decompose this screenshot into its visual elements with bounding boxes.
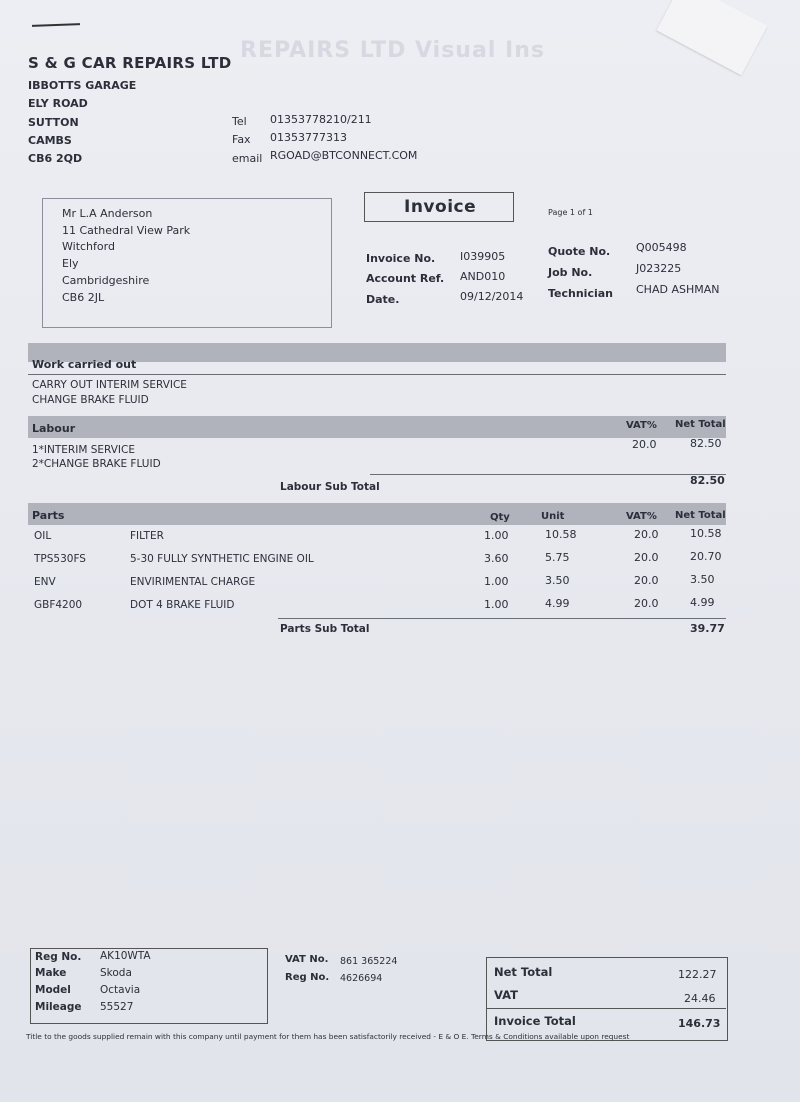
part-net: 20.70 <box>690 550 722 563</box>
part-desc: FILTER <box>130 530 164 542</box>
vat-total-value: 24.46 <box>684 992 716 1005</box>
customer-line: 11 Cathedral View Park <box>62 224 191 237</box>
company-vat-value: 861 365224 <box>340 956 398 967</box>
part-code: ENV <box>34 576 56 588</box>
show-through-text: REPAIRS LTD Visual Ins <box>240 38 545 63</box>
company-name: S & G CAR REPAIRS LTD <box>28 54 232 72</box>
net-total-label: Net Total <box>494 965 553 979</box>
part-net: 3.50 <box>690 573 715 586</box>
labour-heading: Labour <box>32 422 76 435</box>
model-value: Octavia <box>100 984 141 996</box>
job-no-value: J023225 <box>636 262 682 275</box>
part-code: GBF4200 <box>34 599 83 611</box>
invoice-total-label: Invoice Total <box>494 1014 576 1028</box>
part-desc: DOT 4 BRAKE FLUID <box>130 599 235 611</box>
company-vat-label: VAT No. <box>285 954 329 965</box>
work-line: CARRY OUT INTERIM SERVICE <box>32 379 187 391</box>
fax-label: Fax <box>232 133 251 146</box>
work-heading: Work carried out <box>32 358 137 371</box>
part-unit: 4.99 <box>545 597 570 610</box>
fax-value: 01353777313 <box>270 131 347 144</box>
mileage-value: 55527 <box>100 1001 134 1013</box>
account-ref-label: Account Ref. <box>366 272 445 285</box>
labour-line: 1*INTERIM SERVICE <box>32 444 135 456</box>
parts-qty-header: Qty <box>490 512 510 523</box>
part-net: 10.58 <box>690 527 722 540</box>
part-vat: 20.0 <box>634 528 659 541</box>
company-reg-label: Reg No. <box>285 972 330 983</box>
page-indicator: Page 1 of 1 <box>548 208 593 217</box>
parts-vat-header: VAT% <box>626 511 657 522</box>
invoice-title: Invoice <box>404 197 477 217</box>
parts-unit-header: Unit <box>541 511 565 522</box>
quote-no-label: Quote No. <box>548 245 611 258</box>
email-value: RGOAD@BTCONNECT.COM <box>270 149 418 162</box>
part-net: 4.99 <box>690 596 715 609</box>
labour-net-header: Net Total <box>675 419 726 430</box>
paper-tag <box>656 0 767 75</box>
labour-vat: 20.0 <box>632 438 657 451</box>
labour-vat-header: VAT% <box>626 420 657 431</box>
customer-line: Mr L.A Anderson <box>62 207 153 220</box>
totals-divider <box>486 1008 726 1009</box>
invoice-total-value: 146.73 <box>678 1017 721 1030</box>
part-qty: 3.60 <box>484 552 509 565</box>
email-label: email <box>232 152 263 165</box>
date-value: 09/12/2014 <box>460 290 524 303</box>
part-vat: 20.0 <box>634 574 659 587</box>
company-address-line: SUTTON <box>28 116 79 129</box>
parts-header-bar <box>28 503 726 525</box>
reg-value: AK10WTA <box>100 950 151 962</box>
customer-line: Ely <box>62 257 79 270</box>
parts-subtotal: 39.77 <box>690 622 725 635</box>
parts-subtotal-rule <box>278 618 726 619</box>
work-line: CHANGE BRAKE FLUID <box>32 394 149 406</box>
labour-line: 2*CHANGE BRAKE FLUID <box>32 458 161 470</box>
quote-no-value: Q005498 <box>636 241 687 254</box>
mileage-label: Mileage <box>35 1001 82 1013</box>
company-address-line: CAMBS <box>28 134 72 147</box>
labour-subtotal: 82.50 <box>690 474 725 487</box>
date-label: Date. <box>366 293 400 306</box>
part-vat: 20.0 <box>634 597 659 610</box>
job-no-label: Job No. <box>548 266 593 279</box>
reg-label: Reg No. <box>35 951 82 963</box>
part-vat: 20.0 <box>634 551 659 564</box>
tel-value: 01353778210/211 <box>270 113 372 126</box>
company-reg-value: 4626694 <box>340 973 383 984</box>
part-qty: 1.00 <box>484 529 509 542</box>
customer-line: Witchford <box>62 240 115 253</box>
part-qty: 1.00 <box>484 598 509 611</box>
company-address-line: IBBOTTS GARAGE <box>28 79 137 92</box>
invoice-no-value: I039905 <box>460 250 506 263</box>
pen-mark <box>32 23 80 27</box>
part-unit: 3.50 <box>545 574 570 587</box>
work-header-underline <box>28 374 726 375</box>
part-qty: 1.00 <box>484 575 509 588</box>
account-ref-value: AND010 <box>460 270 506 283</box>
parts-subtotal-label: Parts Sub Total <box>280 623 370 635</box>
make-value: Skoda <box>100 967 132 979</box>
labour-subtotal-label: Labour Sub Total <box>280 481 380 493</box>
make-label: Make <box>35 967 67 979</box>
terms-footer: Title to the goods supplied remain with this company until payment for them has been satisfactorily received - E & O E. Terms & Conditions available upon request <box>26 1032 630 1041</box>
model-label: Model <box>35 984 71 996</box>
parts-heading: Parts <box>32 509 65 522</box>
invoice-no-label: Invoice No. <box>366 252 436 265</box>
labour-net: 82.50 <box>690 437 722 450</box>
customer-line: Cambridgeshire <box>62 274 150 287</box>
part-desc: ENVIRIMENTAL CHARGE <box>130 576 256 588</box>
part-code: OIL <box>34 530 52 542</box>
technician-value: CHAD ASHMAN <box>636 283 720 296</box>
labour-header-bar <box>28 416 726 438</box>
customer-line: CB6 2JL <box>62 291 105 304</box>
company-address-line: CB6 2QD <box>28 152 83 165</box>
vat-total-label: VAT <box>494 988 518 1002</box>
part-unit: 5.75 <box>545 551 570 564</box>
technician-label: Technician <box>548 287 614 300</box>
part-unit: 10.58 <box>545 528 577 541</box>
tel-label: Tel <box>232 115 247 128</box>
labour-subtotal-rule <box>370 474 726 475</box>
part-code: TPS530FS <box>34 553 86 565</box>
parts-net-header: Net Total <box>675 510 726 521</box>
net-total-value: 122.27 <box>678 968 717 981</box>
company-address-line: ELY ROAD <box>28 97 88 110</box>
part-desc: 5-30 FULLY SYNTHETIC ENGINE OIL <box>130 553 314 565</box>
